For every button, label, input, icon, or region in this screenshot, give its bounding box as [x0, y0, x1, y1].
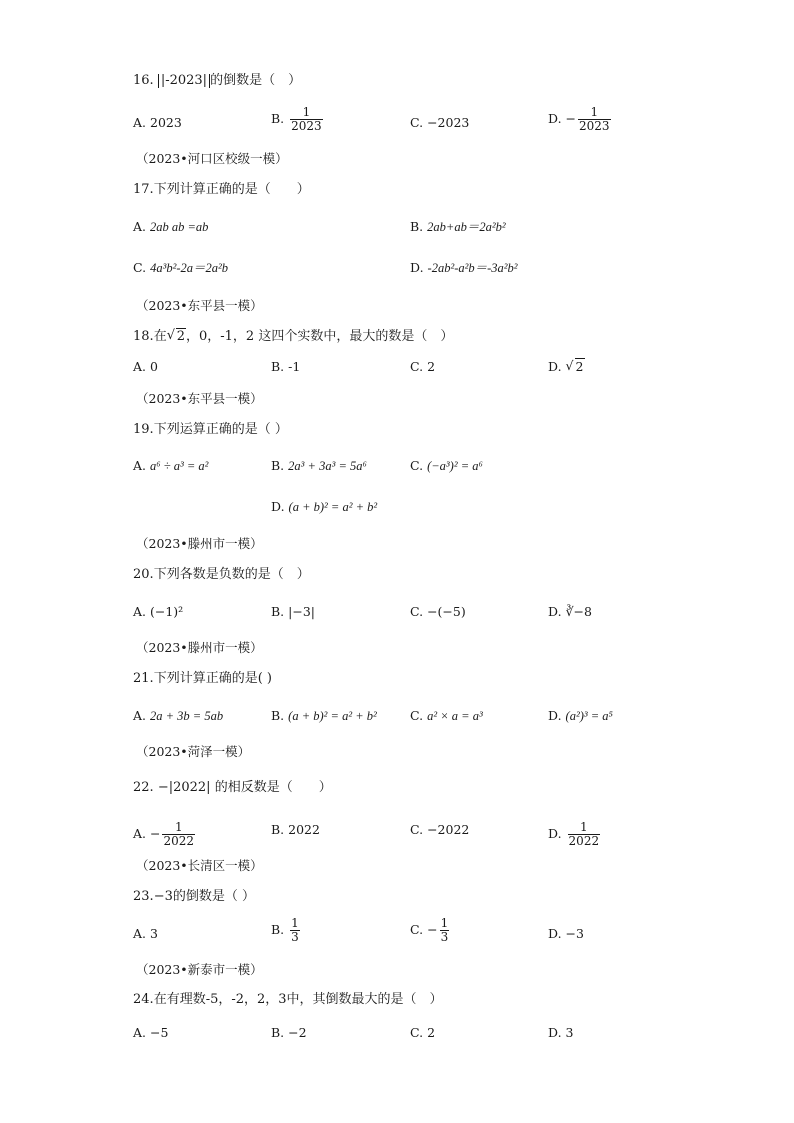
question-23-stem: 23.−3的倒数是（ ）	[133, 889, 255, 904]
q18-option-a[interactable]: A. 0	[133, 359, 158, 374]
question-17-source: （2023•河口区校级一模）	[136, 151, 288, 166]
question-21-stem: 21.下列计算正确的是( )	[133, 671, 272, 686]
fraction: $\frac{1}{3}$	[440, 916, 449, 944]
question-20-stem: 20.下列各数是负数的是（ ）	[133, 567, 310, 582]
q17-option-c[interactable]: C. 4a³b²-2a＝2a²b	[133, 260, 228, 275]
q17-option-a[interactable]: A. 2ab ab =ab	[133, 219, 209, 234]
q17-option-b[interactable]: B. 2ab+ab＝2a²b²	[410, 219, 506, 234]
question-19-stem: 19.下列运算正确的是（ ）	[133, 422, 288, 437]
q22-option-b[interactable]: B. 2022	[271, 822, 320, 837]
q24-option-c[interactable]: C. 2	[410, 1025, 436, 1040]
question-24-source: （2023•新泰市一模）	[136, 962, 263, 977]
question-22-stem: 22. −|2022| 的相反数是（ ）	[133, 780, 332, 795]
q19-option-a[interactable]: A. a⁶ ÷ a³ = a²	[133, 458, 209, 473]
q22-option-c[interactable]: C. −2022	[410, 822, 470, 837]
q16-option-d[interactable]: D. − $\frac{1}{2023}$	[548, 105, 610, 133]
question-24-stem: 24.在有理数-5，-2，2，3中，其倒数最大的是（ ）	[133, 992, 443, 1007]
q21-option-a[interactable]: A. 2a + 3b = 5ab	[133, 708, 224, 723]
q24-option-a[interactable]: A. −5	[133, 1025, 169, 1040]
q16-option-a[interactable]: A. 2023	[133, 115, 182, 130]
q20-option-b[interactable]: B. |−3|	[271, 604, 316, 619]
q23-option-d[interactable]: D. −3	[548, 926, 584, 941]
absolute-value-expression: |-2023|	[158, 74, 210, 88]
question-19-source: （2023•东平县一模）	[136, 391, 263, 406]
question-22-source: （2023•菏泽一模）	[136, 744, 251, 759]
q18-option-b[interactable]: B. -1	[271, 359, 301, 374]
q19-option-b[interactable]: B. 2a³ + 3a³ = 5a⁶	[271, 458, 367, 473]
fraction: $\frac{1}{2023}$	[291, 105, 322, 133]
q22-option-a[interactable]: A. − $\frac{1}{2022}$	[133, 820, 195, 848]
q23-option-c[interactable]: C. − $\frac{1}{3}$	[410, 916, 449, 944]
q16-option-b[interactable]: B. $\frac{1}{2023}$	[271, 105, 322, 133]
q18-option-c[interactable]: C. 2	[410, 359, 436, 374]
q16-option-c[interactable]: C. −2023	[410, 115, 470, 130]
q18-option-d[interactable]: D. √ 2	[548, 358, 584, 374]
q23-option-a[interactable]: A. 3	[133, 926, 158, 941]
question-18-source: （2023•东平县一模）	[136, 298, 263, 313]
square-root: √ 2	[565, 358, 584, 374]
q23-option-b[interactable]: B. $\frac{1}{3}$	[271, 916, 299, 944]
question-18-stem: 18.在 √ 2，0，-1，2 这四个实数中，最大的数是（ ）	[133, 328, 454, 344]
q17-option-d[interactable]: D. -2ab²-a²b＝-3a²b²	[410, 260, 518, 275]
q21-option-c[interactable]: C. a² × a = a³	[410, 708, 483, 723]
fraction: $\frac{1}{2022}$	[568, 820, 600, 848]
q20-option-c[interactable]: C. −(−5)	[410, 604, 466, 619]
question-16-stem: 16. |-2023| 的倒数是（ ）	[133, 73, 302, 88]
fraction: $\frac{1}{2022}$	[163, 820, 195, 848]
question-17-stem: 17.下列计算正确的是（ ）	[133, 182, 310, 197]
q19-option-c[interactable]: C. (−a³)² = a⁶	[410, 458, 483, 473]
absolute-value-expression: −|2022|	[157, 780, 211, 795]
q21-option-d[interactable]: D. (a²)³ = a⁵	[548, 708, 613, 723]
q22-option-d[interactable]: D. $\frac{1}{2022}$	[548, 820, 600, 848]
fraction: $\frac{1}{3}$	[291, 916, 299, 944]
q24-option-b[interactable]: B. −2	[271, 1025, 307, 1040]
q20-option-a[interactable]: A. (−1)²	[133, 604, 184, 619]
q21-option-b[interactable]: B. (a + b)² = a² + b²	[271, 708, 377, 723]
question-21-source: （2023•滕州市一模）	[136, 640, 263, 655]
q19-option-d[interactable]: D. (a + b)² = a² + b²	[271, 499, 378, 514]
fraction: $\frac{1}{2023}$	[579, 105, 610, 133]
q24-option-d[interactable]: D. 3	[548, 1025, 574, 1040]
question-20-source: （2023•滕州市一模）	[136, 536, 263, 551]
question-23-source: （2023•长清区一模）	[136, 858, 263, 873]
q20-option-d[interactable]: D. ∛−8	[548, 604, 592, 619]
square-root: √ 2	[166, 328, 185, 344]
